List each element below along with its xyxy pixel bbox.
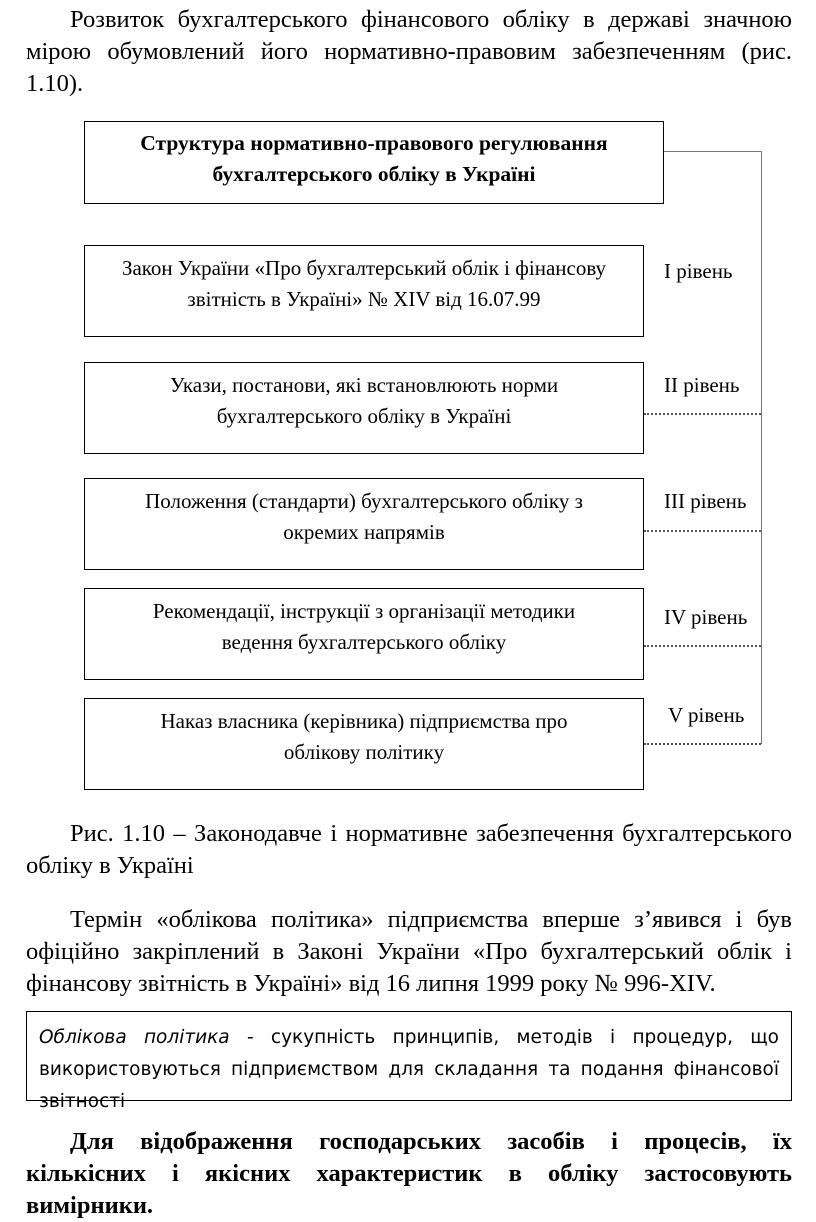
level-4-label: IV рівень [664, 605, 748, 629]
level-box-text: Положення (стандарти) бухгалтерського обліку з [145, 489, 583, 513]
level-5-label: V рівень [668, 703, 745, 727]
diagram-title-line: бухгалтерського обліку в Україні [212, 162, 536, 186]
level-3-connector [644, 530, 761, 532]
level-3-label: ІІІ рівень [664, 489, 747, 513]
figure-caption: Рис. 1.10 – Законодавче і нормативне забезпечення бухгалтерського обліку в Україні [26, 820, 792, 879]
intro-paragraph: Розвиток бухгалтерського фінансового обліку в державі значною мірою обумовлений його нормативно-правовим забезпеченням (рис. 1.10). [26, 6, 792, 97]
title-connector-line [664, 151, 761, 152]
level-5-box [84, 698, 644, 790]
level-1-box [84, 245, 644, 337]
measures-paragraph: Для відображення господарських засобів і процесів, їх кількісних і якісних характеристик в обліку застосовують вимірники. [26, 1128, 792, 1219]
definition-text: - сукупність принципів, методів і процедур, що використовуються підприємством для складання та подання фінансової звітності [39, 1027, 779, 1112]
definition-term: Облікова політика [39, 1027, 230, 1048]
level-2-label: ІІ рівень [664, 373, 740, 397]
level-2-box [84, 362, 644, 454]
level-5-connector [644, 743, 761, 745]
definition-box [26, 1011, 792, 1112]
level-box-text: Наказ власника (керівника) підприємства про [160, 709, 568, 733]
level-box-text: ведення бухгалтерського обліку [221, 630, 507, 654]
level-3-box [84, 478, 644, 570]
level-1-label: І рівень [664, 259, 733, 283]
level-4-box [84, 588, 644, 680]
level-box-text: звітність в Україні» № XIV від 16.07.99 [187, 287, 541, 311]
level-2-connector [644, 413, 761, 415]
vertical-connector-line [761, 151, 762, 744]
level-box-text: Рекомендації, інструкції з організації методики [152, 599, 576, 623]
diagram-title-box [84, 121, 664, 204]
level-box-text: бухгалтерського обліку в Україні [216, 404, 512, 428]
level-box-text: окремих напрямів [283, 520, 445, 544]
level-box-text: Закон України «Про бухгалтерський облік і фінансову [121, 256, 607, 280]
accounting-policy-paragraph: Термін «облікова політика» підприємства вперше з’явився і був офіційно закріплений в Законі України «Про бухгалтерський облік і фінансову звітність в Україні» від 16 липня 1999 року № 996-XIV. [26, 906, 792, 997]
level-box-text: Укази, постанови, які встановлюють норми [169, 373, 559, 397]
diagram-title-line: Структура нормативно-правового регулювання [140, 131, 608, 155]
level-box-text: облікову політику [283, 740, 445, 764]
level-4-connector [644, 645, 761, 647]
